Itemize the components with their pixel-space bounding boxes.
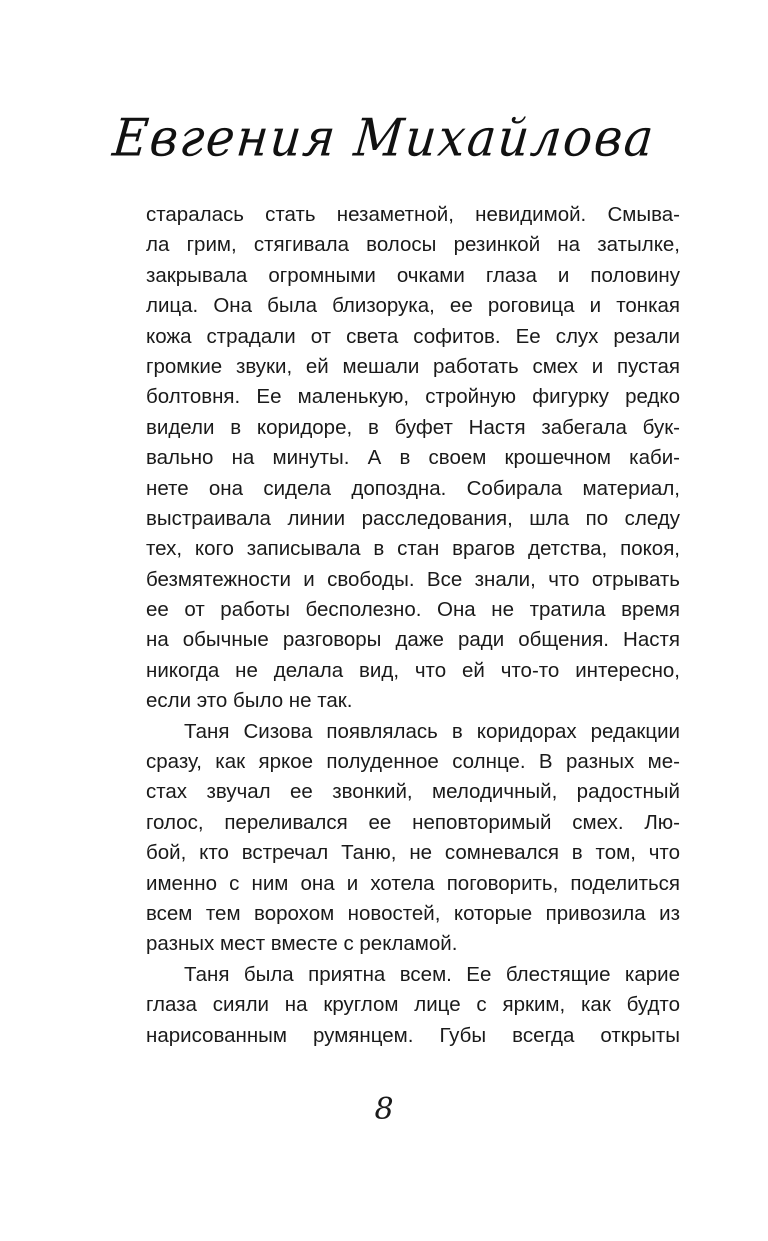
text-line: ее от работы бесполезно. Она не тратила время (146, 598, 680, 622)
text-line: голос, переливался ее неповторимый смех. Лю- (146, 810, 680, 834)
text-line: нарисованным румянцем. Губы всегда открыты (146, 1023, 680, 1047)
text-line: вально на минуты. А в своем крошечном каби- (146, 446, 680, 470)
text-line: сразу, как яркое полуденное солнце. В разных ме- (146, 750, 680, 774)
text-line: бой, кто встречал Таню, не сомневался в том, что (146, 841, 680, 865)
text-line: кожа страдали от света софитов. Ее слух резали (146, 324, 680, 348)
paragraph (146, 960, 680, 1051)
paragraph (146, 717, 680, 960)
page-number: 8 (374, 1092, 394, 1127)
text-line: именно с ним она и хотела поговорить, поделиться (146, 871, 680, 895)
text-line: закрывала огромными очками глаза и половину (146, 263, 680, 287)
text-line: на обычные разговоры даже ради общения. Настя (146, 628, 680, 652)
text-line: безмятежности и свободы. Все знали, что отрывать (146, 567, 680, 591)
text-line: ла грим, стягивала волосы резинкой на затылке, (146, 233, 680, 257)
text-line: старалась стать незаметной, невидимой. Смыва- (146, 203, 680, 226)
body-text (146, 200, 680, 1051)
text-line: видели в коридоре, в буфет Настя забегала бук- (146, 415, 680, 439)
text-line: Таня была приятна всем. Ее блестящие карие (184, 962, 680, 986)
text-line: болтовня. Ее маленькую, стройную фигурку редко (146, 385, 680, 409)
running-header-author: Евгения Михайлова (110, 107, 658, 169)
text-line: никогда не делала вид, что ей что-то интересно, (146, 658, 680, 682)
text-line: выстраивала линии расследования, шла по следу (146, 506, 680, 530)
text-line: громкие звуки, ей мешали работать смех и пустая (146, 354, 680, 378)
text-line: тех, кого записывала в стан врагов детства, покоя, (146, 537, 680, 561)
text-line: лица. Она была близорука, ее роговица и тонкая (146, 294, 680, 318)
paragraph (146, 200, 680, 717)
text-line: Таня Сизова появлялась в коридорах редакции (184, 719, 680, 743)
text-line: глаза сияли на круглом лице с ярким, как будто (146, 993, 680, 1017)
text-line: разных мест вместе с рекламой. (146, 932, 458, 956)
text-line: нете она сидела допоздна. Собирала материал, (146, 476, 680, 500)
text-line: всем тем ворохом новостей, которые привозила из (146, 901, 680, 925)
text-line: стах звучал ее звонкий, мелодичный, радостный (146, 780, 680, 804)
text-line: если это было не так. (146, 689, 353, 713)
